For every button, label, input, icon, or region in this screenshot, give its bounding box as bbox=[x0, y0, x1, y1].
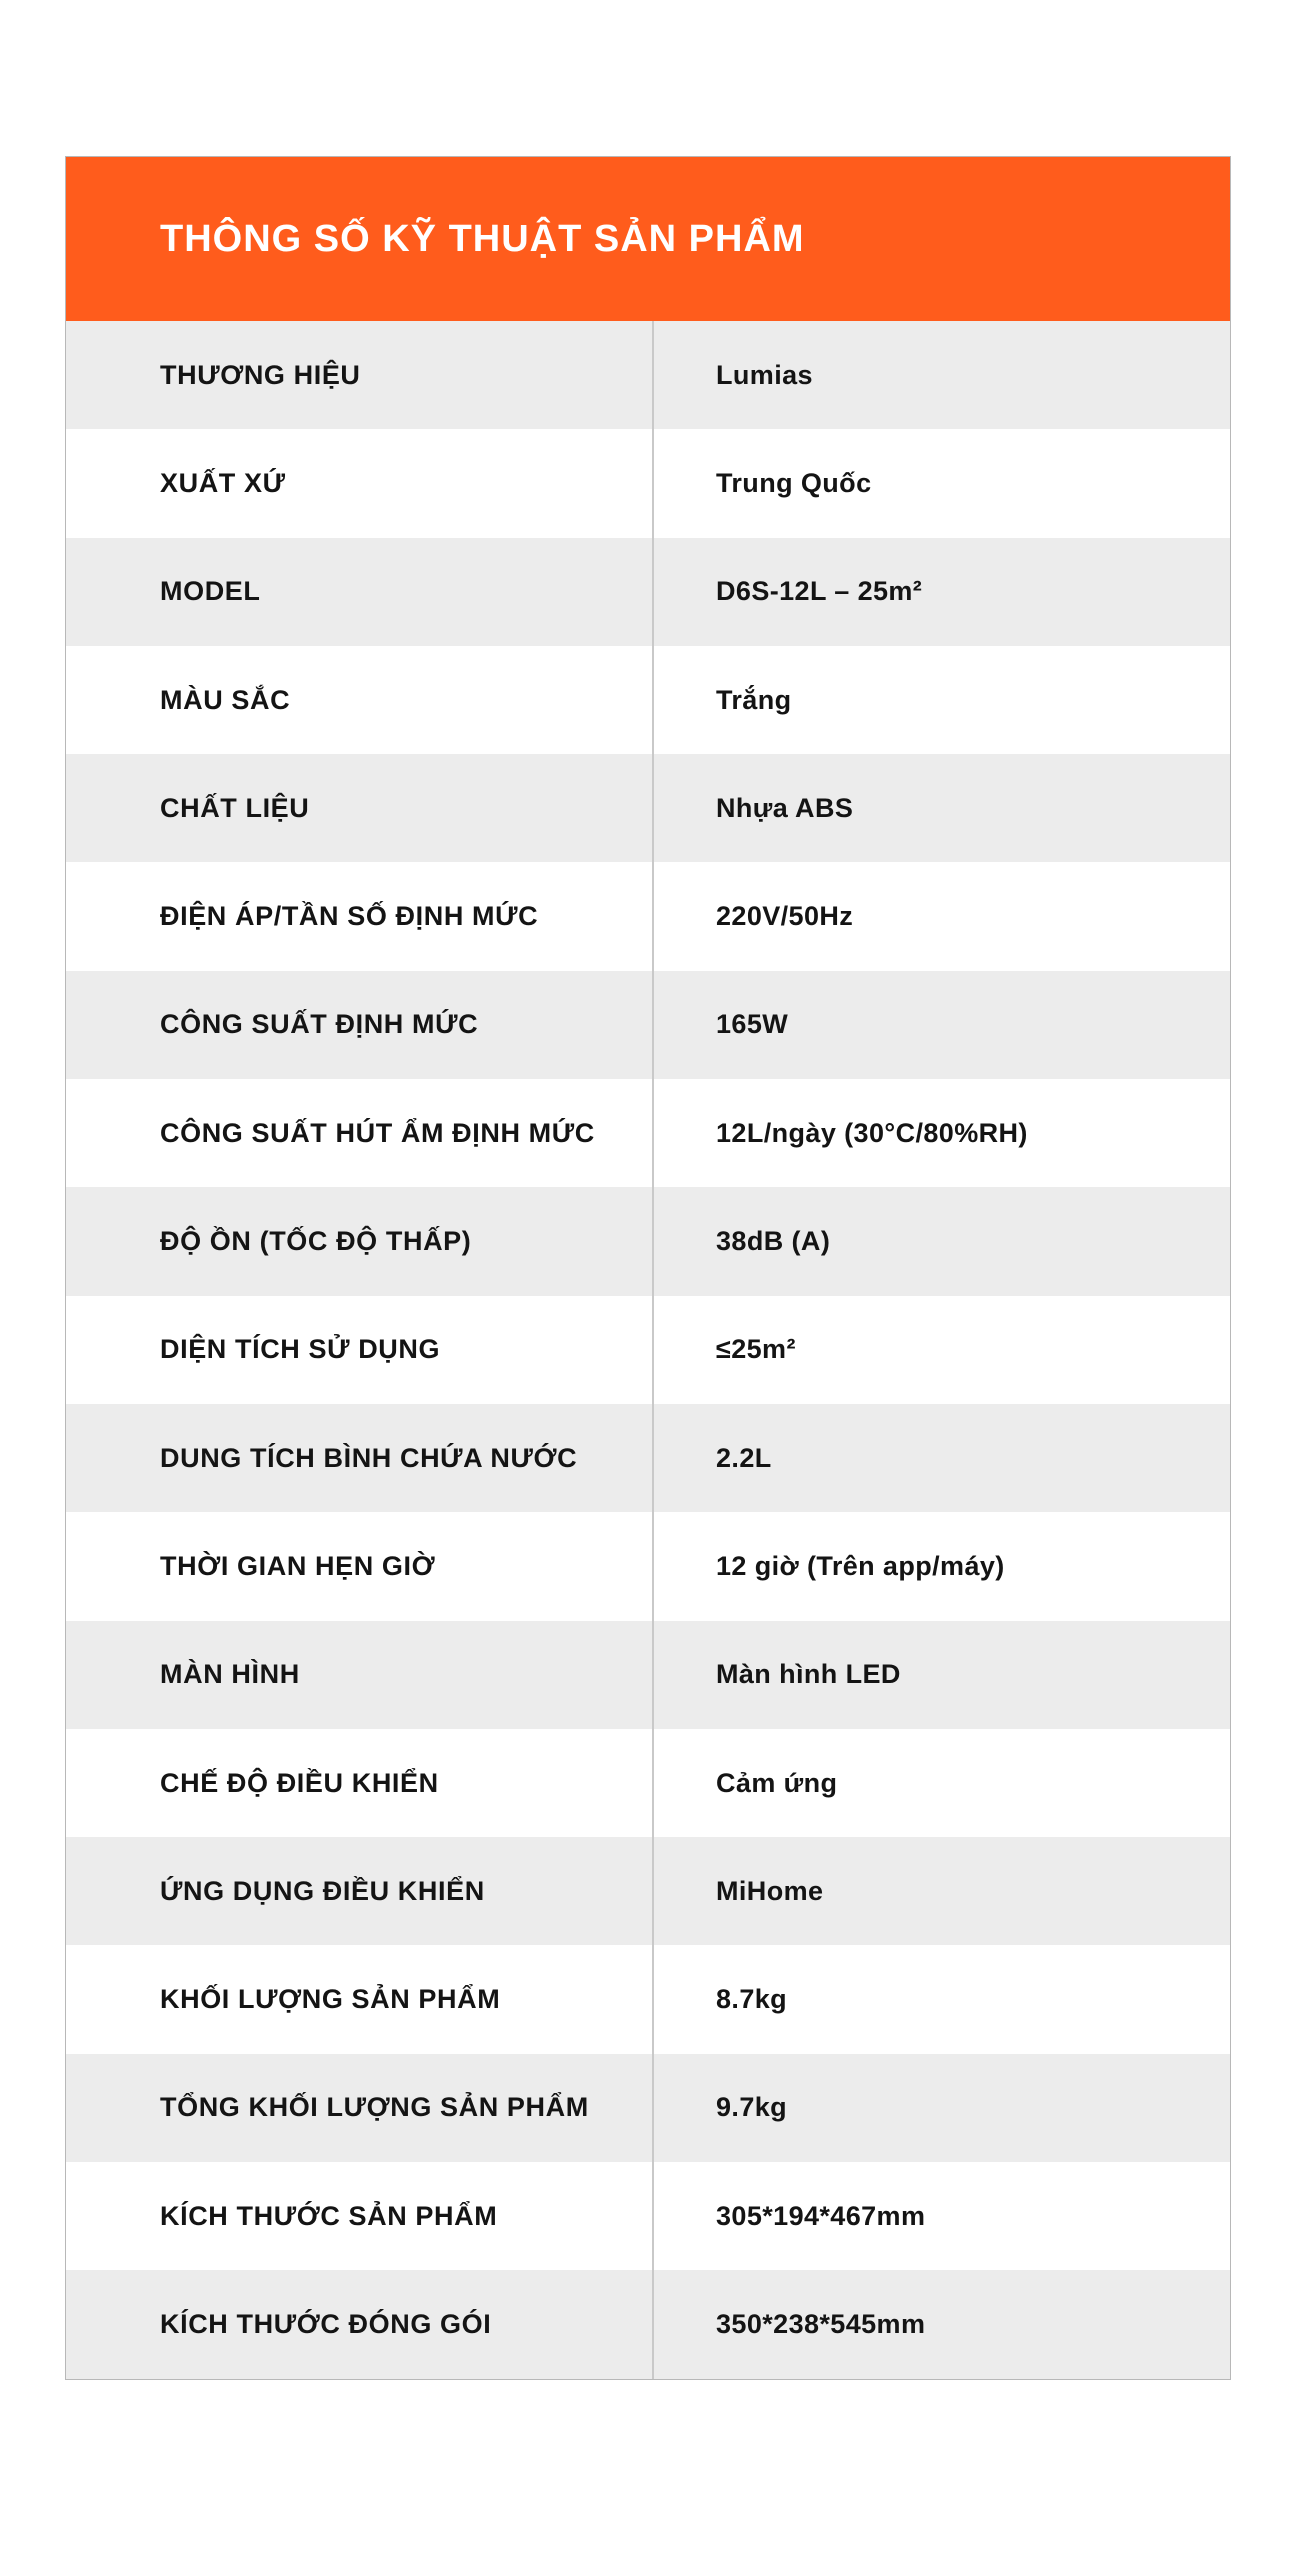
spec-value: ≤25m² bbox=[716, 1334, 796, 1365]
spec-row bbox=[66, 1729, 1230, 1837]
spec-value: Cảm ứng bbox=[716, 1767, 838, 1798]
spec-label: CHẾ ĐỘ ĐIỀU KHIỂN bbox=[66, 1729, 654, 1837]
spec-row bbox=[66, 321, 1230, 429]
spec-label: MODEL bbox=[66, 538, 654, 646]
spec-value: 165W bbox=[716, 1009, 789, 1040]
spec-row bbox=[66, 1404, 1230, 1512]
spec-row bbox=[66, 538, 1230, 646]
spec-value: Màn hình LED bbox=[716, 1659, 901, 1690]
spec-row bbox=[66, 1512, 1230, 1620]
spec-label: DUNG TÍCH BÌNH CHỨA NƯỚC bbox=[66, 1404, 654, 1512]
spec-row bbox=[66, 1079, 1230, 1187]
spec-value: 12L/ngày (30°C/80%RH) bbox=[716, 1117, 1028, 1148]
spec-row bbox=[66, 1621, 1230, 1729]
spec-row bbox=[66, 754, 1230, 862]
spec-row bbox=[66, 646, 1230, 754]
spec-value: 8.7kg bbox=[716, 1984, 788, 2015]
spec-row bbox=[66, 862, 1230, 970]
spec-value: Trắng bbox=[716, 684, 792, 715]
spec-row bbox=[66, 2162, 1230, 2270]
spec-label: ĐIỆN ÁP/TẦN SỐ ĐỊNH MỨC bbox=[66, 862, 654, 970]
spec-row bbox=[66, 2270, 1230, 2378]
spec-label: TỔNG KHỐI LƯỢNG SẢN PHẨM bbox=[66, 2054, 654, 2162]
spec-label: XUẤT XỨ bbox=[66, 429, 654, 537]
spec-row bbox=[66, 1945, 1230, 2053]
spec-value: Nhựa ABS bbox=[716, 792, 854, 823]
spec-value: 350*238*545mm bbox=[716, 2308, 926, 2339]
spec-value: D6S-12L – 25m² bbox=[716, 576, 923, 607]
spec-label: DIỆN TÍCH SỬ DỤNG bbox=[66, 1296, 654, 1404]
spec-label: KÍCH THƯỚC SẢN PHẨM bbox=[66, 2162, 654, 2270]
spec-row bbox=[66, 1296, 1230, 1404]
spec-value: MiHome bbox=[716, 1875, 824, 1906]
spec-value: 9.7kg bbox=[716, 2092, 788, 2123]
spec-value: 305*194*467mm bbox=[716, 2200, 926, 2231]
spec-row bbox=[66, 2054, 1230, 2162]
spec-row bbox=[66, 429, 1230, 537]
spec-value: Trung Quốc bbox=[716, 467, 872, 498]
spec-label: CÔNG SUẤT ĐỊNH MỨC bbox=[66, 971, 654, 1079]
spec-label: THƯƠNG HIỆU bbox=[66, 321, 654, 429]
spec-label: KHỐI LƯỢNG SẢN PHẨM bbox=[66, 1945, 654, 2053]
spec-value: 2.2L bbox=[716, 1442, 772, 1473]
spec-table-body bbox=[66, 321, 1230, 2379]
spec-label: ĐỘ ỒN (TỐC ĐỘ THẤP) bbox=[66, 1187, 654, 1295]
spec-table-title: THÔNG SỐ KỸ THUẬT SẢN PHẨM bbox=[160, 217, 805, 260]
spec-label: CHẤT LIỆU bbox=[66, 754, 654, 862]
spec-value: 38dB (A) bbox=[716, 1226, 831, 1257]
spec-row bbox=[66, 1837, 1230, 1945]
spec-label: MÀU SẮC bbox=[66, 646, 654, 754]
spec-value: Lumias bbox=[716, 359, 813, 390]
spec-value: 12 giờ (Trên app/máy) bbox=[716, 1550, 1005, 1581]
spec-label: ỨNG DỤNG ĐIỀU KHIỂN bbox=[66, 1837, 654, 1945]
spec-table bbox=[65, 156, 1231, 2380]
spec-row bbox=[66, 971, 1230, 1079]
spec-row bbox=[66, 1187, 1230, 1295]
spec-label: CÔNG SUẤT HÚT ẨM ĐỊNH MỨC bbox=[66, 1079, 654, 1187]
spec-table-header bbox=[66, 157, 1230, 321]
spec-label: MÀN HÌNH bbox=[66, 1621, 654, 1729]
spec-label: KÍCH THƯỚC ĐÓNG GÓI bbox=[66, 2270, 654, 2378]
spec-value: 220V/50Hz bbox=[716, 901, 854, 932]
spec-label: THỜI GIAN HẸN GIỜ bbox=[66, 1512, 654, 1620]
